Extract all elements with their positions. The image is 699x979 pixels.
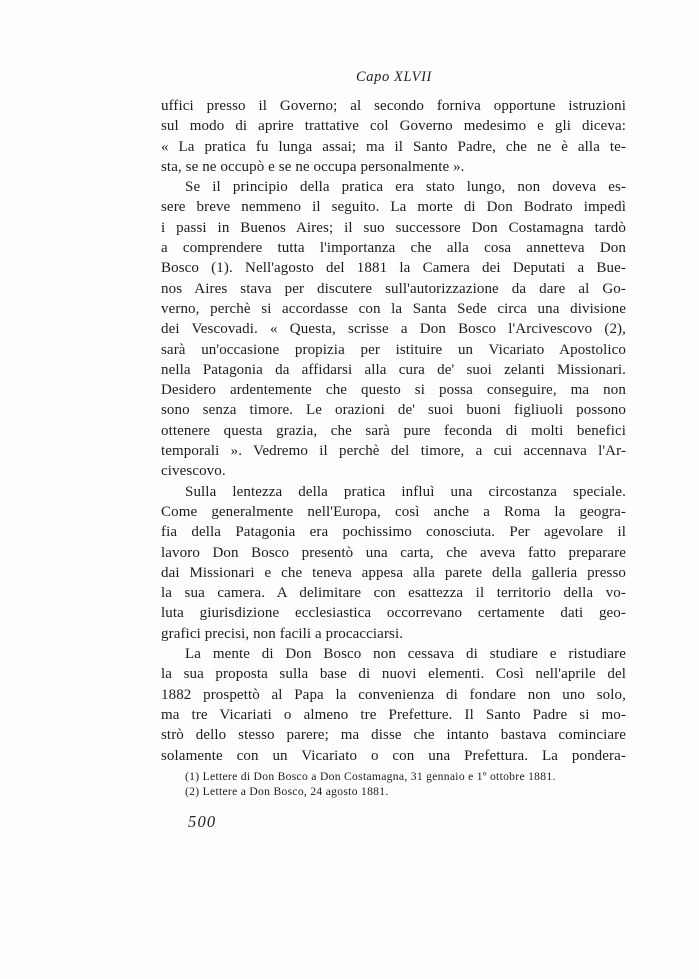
text-block — [161, 96, 626, 766]
text-line: solamente con un Vicariato o con una Prefettura. La pondera- — [161, 747, 626, 764]
text-line: verno, perchè si accordasse con la Santa Sede circa una divisione — [161, 300, 626, 317]
text-line: nella Patagonia da affidarsi alla cura de' suoi zelanti Missionari. — [161, 361, 626, 378]
text-line: luta giurisdizione ecclesiastica occorrevano certamente dati geo- — [161, 605, 626, 622]
text-line: « La pratica fu lunga assai; ma il Santo Padre, che ne è alla te- — [161, 138, 626, 155]
text-line: ottenere questa grazia, che sarà pure feconda di molti benefici — [161, 422, 626, 439]
text-line: Desidero ardentemente che questo si possa conseguire, ma non — [161, 382, 626, 399]
page-number: 500 — [188, 812, 217, 831]
text-line: 1882 prospettò al Papa la convenienza di fondare non uno solo, — [161, 686, 626, 703]
text-line: nos Aires stava per discutere sull'autorizzazione da dare al Go- — [161, 280, 626, 297]
paragraph — [161, 644, 626, 766]
text-line: grafici precisi, non facili a procacciarsi. — [161, 625, 404, 642]
text-line: dai Missionari e che teneva appesa alla parete della galleria presso — [161, 564, 626, 581]
text-line: Come generalmente nell'Europa, così anche a Roma la geogra- — [161, 503, 626, 520]
text-line: civescovo. — [161, 463, 226, 480]
text-line: la sua proposta sulla base di nuovi elementi. Così nell'aprile del — [161, 666, 626, 683]
text-line: la sua camera. A delimitare con esattezza il territorio della vo- — [161, 585, 626, 602]
text-line: sul modo di aprire trattative col Governo medesimo e gli diceva: — [161, 118, 626, 135]
text-line: Sulla lentezza della pratica influì una circostanza speciale. — [185, 483, 626, 500]
footnotes — [162, 769, 627, 799]
text-line: fia della Patagonia era pochissimo conosciuta. Per agevolare il — [161, 524, 626, 541]
text-line: sono senza timore. Le orazioni de' suoi buoni figliuoli possono — [161, 402, 626, 419]
paragraph — [161, 482, 626, 644]
paragraph — [161, 177, 626, 481]
text-line: temporali ». Vedremo il perchè del timore, a cui accennava l'Ar- — [161, 443, 626, 460]
text-line: uffici presso il Governo; al secondo forniva opportune istruzioni — [161, 98, 626, 114]
chapter-heading: Capo XLVII — [356, 69, 432, 85]
text-line: sta, se ne occupò e se ne occupa personalmente ». — [161, 158, 465, 175]
text-line: dei Vescovadi. « Questa, scrisse a Don Bosco l'Arcivescovo (2), — [161, 321, 626, 338]
text-line: i passi in Buenos Aires; il suo successore Don Costamagna tardò — [161, 219, 626, 236]
text-line: sere breve nemmeno il seguito. La morte di Don Bodrato impedì — [161, 199, 626, 216]
text-line: ma tre Vicariati o almeno tre Prefetture. Il Santo Padre si mo- — [161, 706, 626, 723]
paragraph — [161, 96, 626, 177]
text-line: sarà un'occasione propizia per istituire un Vicariato Apostolico — [161, 341, 626, 358]
text-line: Se il principio della pratica era stato lungo, non doveva es- — [185, 179, 626, 196]
text-line: strò dello stesso parere; ma disse che intanto bastava cominciare — [161, 727, 626, 744]
footnote: (2) Lettere a Don Bosco, 24 agosto 1881. — [185, 785, 389, 799]
footnote: (1) Lettere di Don Bosco a Don Costamagna, 31 gennaio e 1º ottobre 1881. — [185, 770, 556, 783]
text-line: Bosco (1). Nell'agosto del 1881 la Camera dei Deputati a Bue- — [161, 260, 626, 277]
text-line: a comprendere tutta l'importanza che alla cosa annetteva Don — [161, 240, 626, 257]
text-line: lavoro Don Bosco presentò una carta, che aveva fatto preparare — [161, 544, 626, 561]
text-line: La mente di Don Bosco non cessava di studiare e ristudiare — [185, 646, 626, 663]
